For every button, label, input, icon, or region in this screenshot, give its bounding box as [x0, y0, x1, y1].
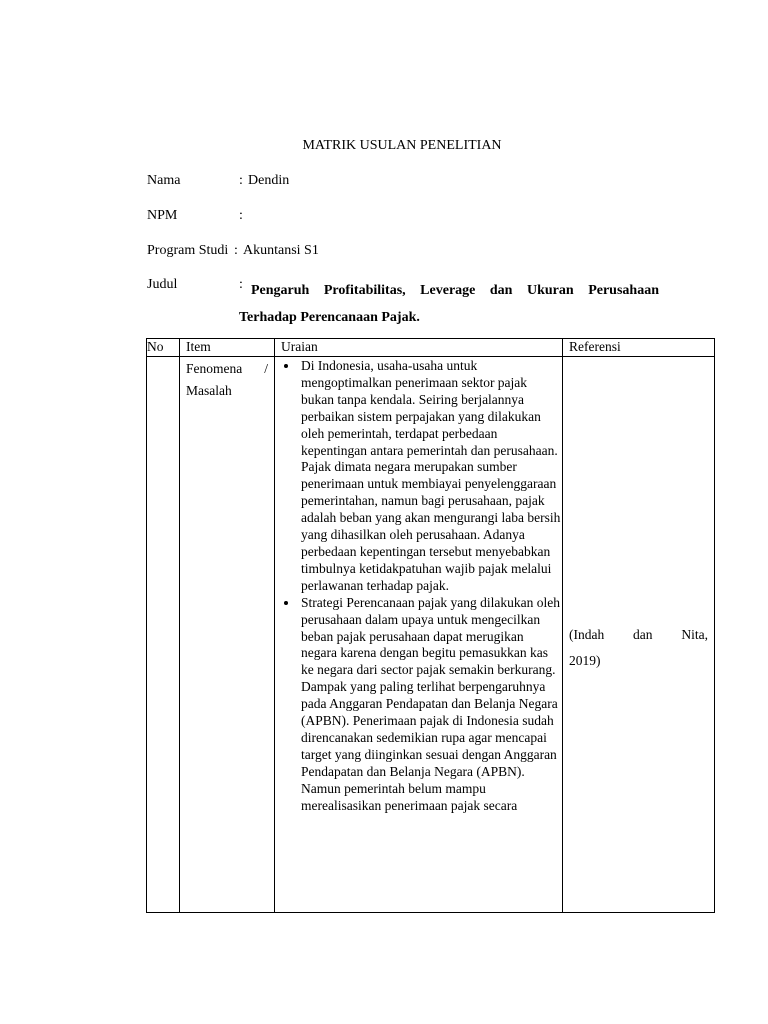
referensi-line-2: 2019)	[569, 652, 601, 668]
header-referensi: Referensi	[563, 339, 715, 357]
cell-item	[180, 357, 275, 913]
judul-line-1: Pengaruh Profitabilitas, Leverage dan Ukuran Perusahaan	[251, 283, 659, 298]
table-row	[147, 357, 715, 913]
uraian-point-1: • Di Indonesia, usaha-usaha untuk mengoptimalkan penerimaan sektor pajak bukan tanpa kendala. Seiring berjalannya perbaikan sistem perpajakan yang dilakukan oleh pemerintah, terdapat perbedaan kepentingan antara pemerintah dan perusahaan. Pajak dimata negara merupakan sumber penerimaan untuk membiayai penyelenggaraan pemerintahan, namun bagi perusahaan, pajak adalah beban yang akan mengurangi laba bersih yang dihasilkan oleh perusahaan. Adanya perbedaan kepentingan tersebut menyebabkan timbulnya ketidakpatuhan wajib pajak melalui perlawanan terhadap pajak.	[299, 358, 562, 595]
referensi-line-1: (Indah dan Nita,	[569, 626, 708, 642]
header-uraian: Uraian	[275, 339, 563, 357]
field-nama-value: Dendin	[248, 173, 290, 188]
field-program-studi-value: Akuntansi S1	[243, 243, 319, 258]
cell-no	[147, 357, 180, 913]
item-line-2: Masalah	[186, 383, 232, 398]
field-judul-label: Judul	[147, 277, 178, 292]
cell-uraian	[275, 357, 563, 913]
header-item: Item	[180, 339, 275, 357]
field-program-studi-label: Program Studi	[147, 243, 229, 258]
judul-line-2: Terhadap Perencanaan Pajak.	[239, 310, 420, 325]
field-nama-label: Nama	[147, 173, 181, 188]
header-no: No	[147, 339, 180, 357]
field-program-studi-separator: :	[234, 243, 238, 258]
field-judul-separator: :	[239, 277, 243, 292]
item-line-1: Fenomena /	[186, 361, 268, 376]
cell-referensi	[563, 357, 715, 913]
judul-text	[239, 277, 659, 331]
table-header-row	[147, 339, 715, 357]
research-matrix-table	[146, 338, 715, 913]
uraian-point-2: • Strategi Perencanaan pajak yang dilakukan oleh perusahaan dalam upaya untuk mengecilkan beban pajak perusahaan dapat merugikan negara karena dengan begitu pemasukkan kas ke negara dari sector pajak semakin berkurang. Dampak yang paling terlihat berpengaruhnya pada Anggaran Pendapatan dan Belanja Negara (APBN). Penerimaan pajak di Indonesia sudah direncanakan sedemikian rupa agar mencapai target yang diinginkan sesuai dengan Anggaran Pendapatan dan Belanja Negara (APBN). Namun pemerintah belum mampu merealisasikan penerimaan pajak secara	[299, 595, 562, 815]
field-npm-separator: :	[239, 208, 243, 223]
field-nama-separator: :	[239, 173, 243, 188]
uraian-list	[281, 358, 562, 814]
page-title: MATRIK USULAN PENELITIAN	[302, 138, 502, 153]
field-npm-label: NPM	[147, 208, 178, 223]
